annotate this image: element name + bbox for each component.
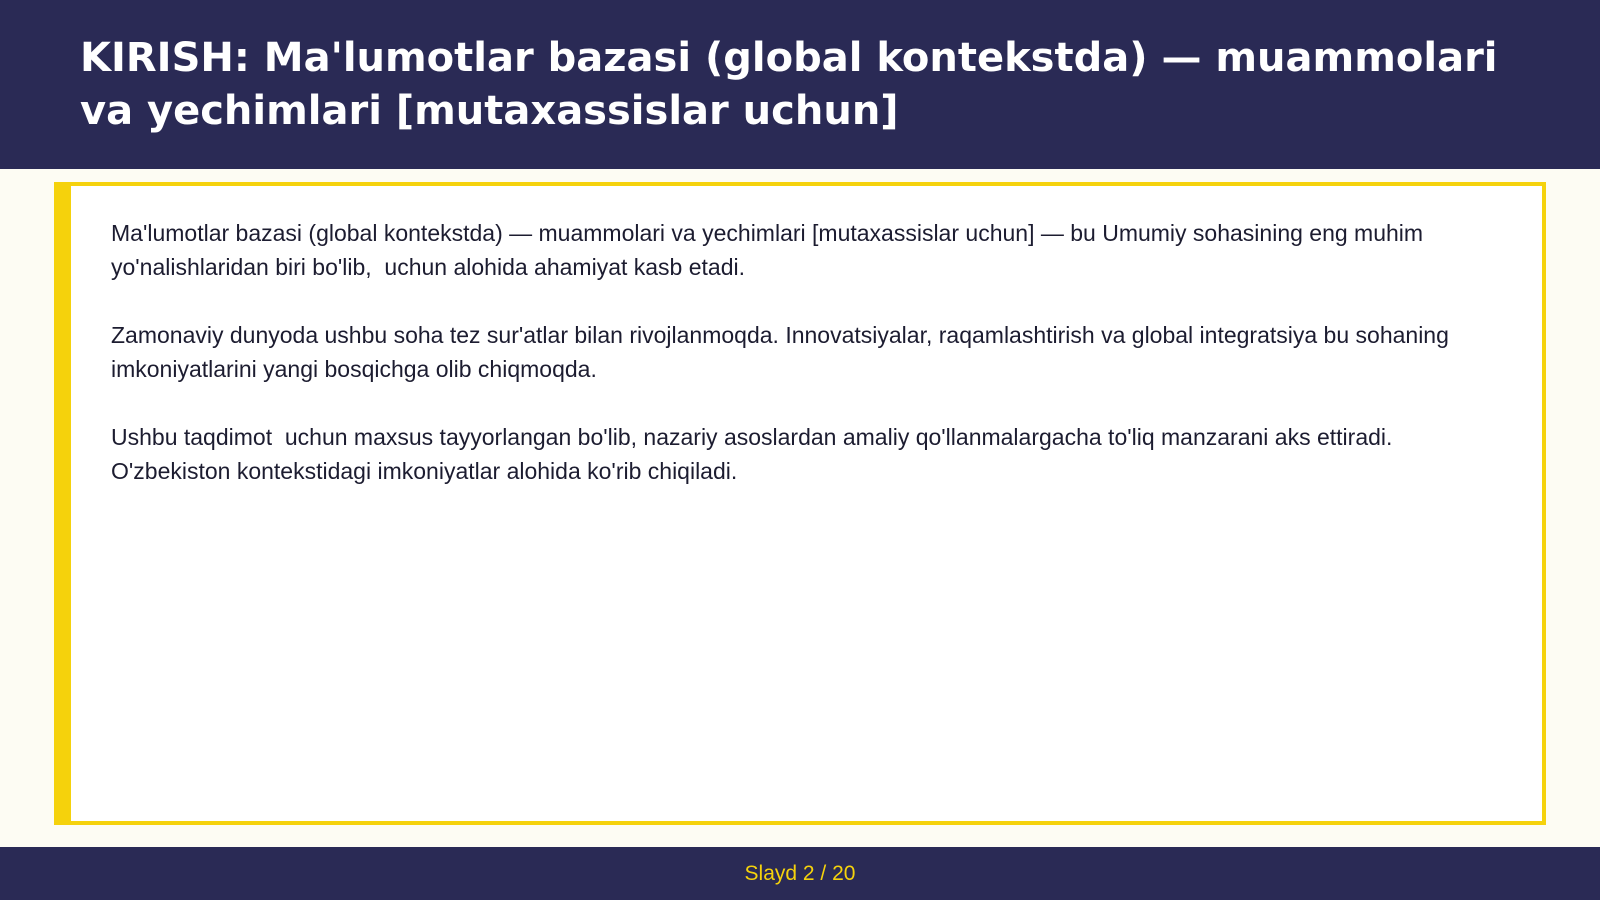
content-box [54,182,1546,825]
paragraph-intro: Ma'lumotlar bazasi (global kontekstda) — muammolari va yechimlari [mutaxassislar uchun] — bu Umumiy sohasining eng muhim yo'nalishlaridan biri bo'lib, uchun alohida ahamiyat kasb etadi. [111,220,1430,280]
slide-number: Slayd 2 / 20 [744,862,856,885]
slide-title: KIRISH: Ma'lumotlar bazasi (global kontekstda) — muammolari va yechimlari [mutaxassislar uchun] [80,35,1498,134]
paragraph-modern-world: Zamonaviy dunyoda ushbu soha tez sur'atlar bilan rivojlanmoqda. Innovatsiyalar, raqamlashtirish va global integratsiya bu sohaning imkoniyatlarini yangi bosqichga olib chiqmoqda. [111,322,1456,382]
slide-footer [0,847,1600,900]
paragraph-presentation-scope: Ushbu taqdimot uchun maxsus tayyorlangan bo'lib, nazariy asoslardan amaliy qo'llanmalargacha to'liq manzarani aks ettiradi. O'zbekiston kontekstidagi imkoniyatlar alohida ko'rib chiqiladi. [111,424,1399,484]
slide-header [0,0,1600,169]
